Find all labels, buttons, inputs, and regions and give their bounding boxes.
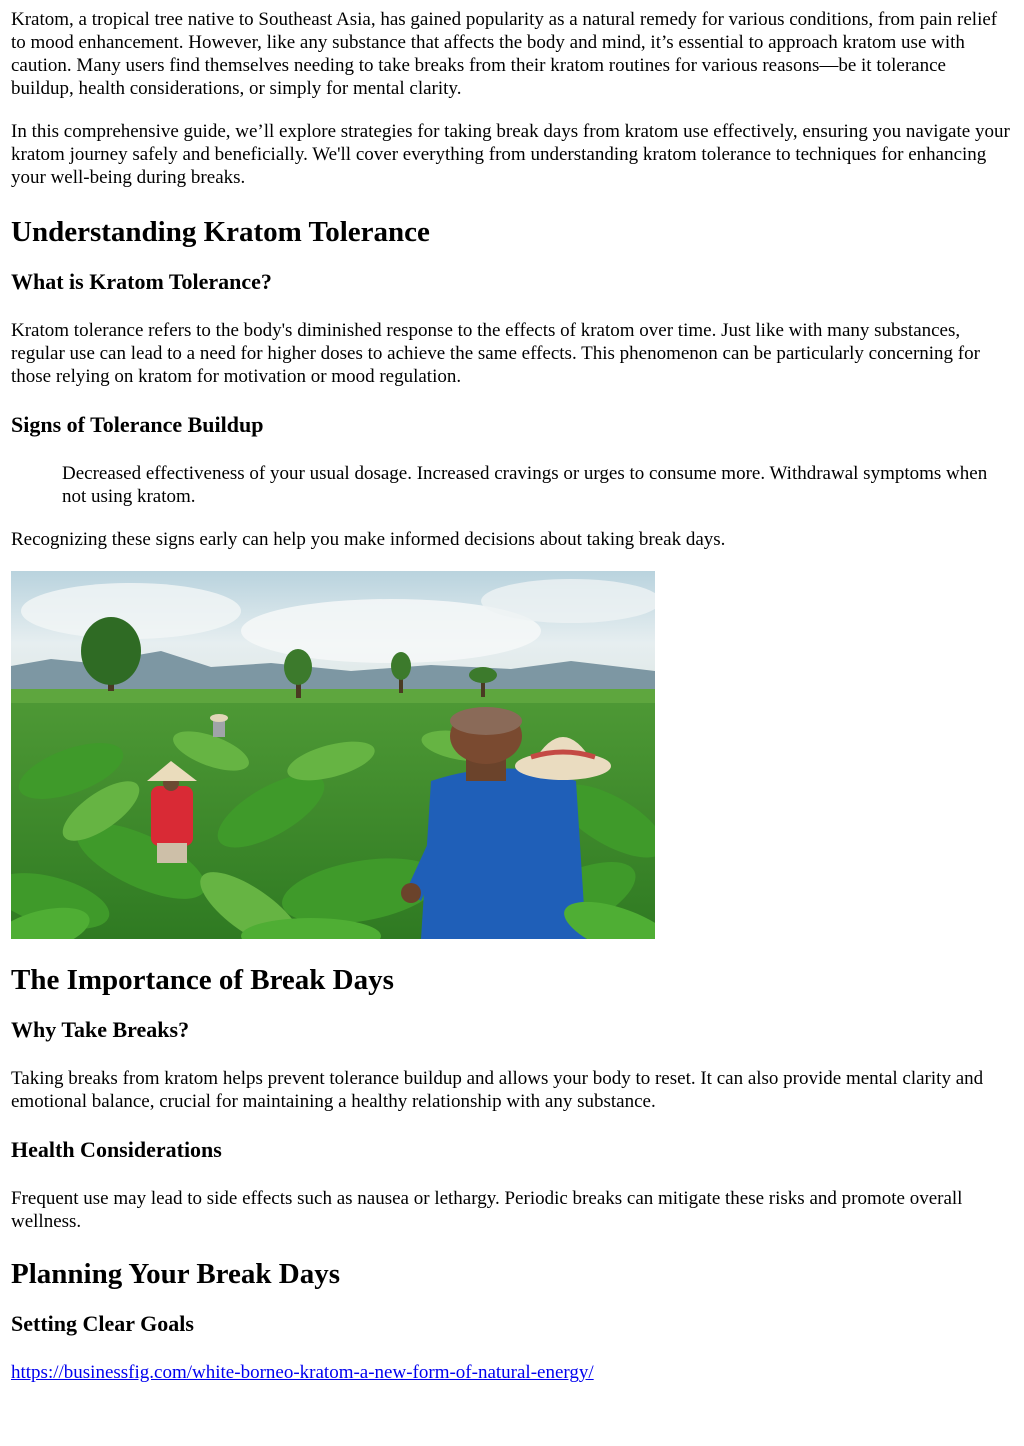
section-heading-break-days: The Importance of Break Days [11,964,394,996]
subheading-why-take-breaks: Why Take Breaks? [11,1017,190,1042]
paragraph-recognizing-signs: Recognizing these signs early can help you make informed decisions about taking break days. [11,529,726,550]
intro-paragraph-1: Kratom, a tropical tree native to Southeast Asia, has gained popularity as a natural remedy for various conditions, from pain relief to mood enhancement. However, like any substance that affects the body and mind, it’s essential to approach kratom use with caution. Many users find themselves needing to take breaks from their kratom routines for various reasons—be it tolerance buildup, health considerations, or simply for mental clarity. [11,9,998,99]
businessfig-link[interactable]: https://businessfig.com/white-borneo-kratom-a-new-form-of-natural-energy/ [11,1362,594,1383]
farm-field-photo [11,571,655,939]
section-heading-planning: Planning Your Break Days [11,1258,341,1290]
section-heading-tolerance: Understanding Kratom Tolerance [11,216,430,248]
signs-blockquote: Decreased effectiveness of your usual dosage. Increased cravings or urges to consume more. Withdrawal symptoms when not using kratom. [62,463,988,507]
subheading-setting-goals: Setting Clear Goals [11,1311,194,1336]
paragraph-health-considerations: Frequent use may lead to side effects such as nausea or lethargy. Periodic breaks can mitigate these risks and promote overall wellness. [11,1188,963,1232]
paragraph-why-take-breaks: Taking breaks from kratom helps prevent tolerance buildup and allows your body to reset. It can also provide mental clarity and emotional balance, crucial for maintaining a healthy relationship with any substance. [11,1068,984,1112]
subheading-signs-of-tolerance: Signs of Tolerance Buildup [11,412,264,437]
subheading-health-considerations: Health Considerations [11,1137,222,1162]
intro-paragraph-2: In this comprehensive guide, we’ll explore strategies for taking break days from kratom use effectively, ensuring you navigate your kratom journey safely and beneficially. We'll cover everything from understanding kratom tolerance to techniques for enhancing your well-being during breaks. [11,121,1010,188]
subheading-what-is-tolerance: What is Kratom Tolerance? [11,269,272,294]
farm-field-photo-drawing [11,571,655,939]
paragraph-tolerance-definition: Kratom tolerance refers to the body's diminished response to the effects of kratom over time. Just like with many substances, regular use can lead to a need for higher doses to achieve the same effects. This phenomenon can be particularly concerning for those relying on kratom for motivation or mood regulation. [11,320,980,387]
